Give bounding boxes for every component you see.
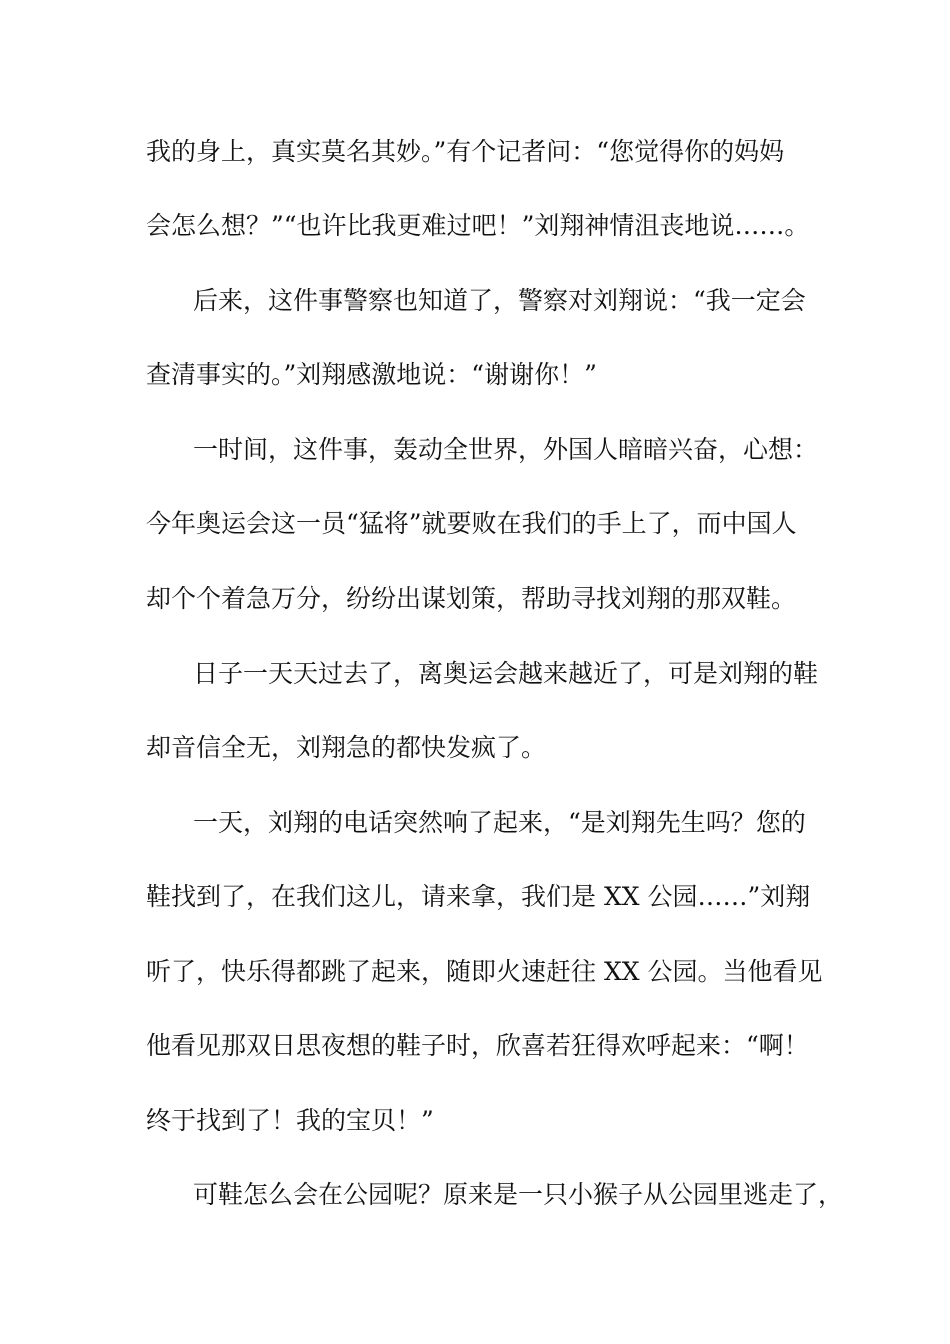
paragraph-first-line: 日子一天天过去了，离奥运会越来越近了，可是刘翔的鞋 [193,659,819,688]
text-line: 听了，快乐得都跳了起来，随即火速赶往 XX 公园。当他看见 [146,957,823,986]
text-line: 今年奥运会这一员“猛将”就要败在我们的手上了，而中国人 [146,509,797,538]
paragraph-first-line: 可鞋怎么会在公园呢？原来是一只小猴子从公园里逃走了， [193,1180,844,1209]
paragraph-first-line: 后来，这件事警察也知道了，警察对刘翔说：“我一定会 [193,286,806,315]
text-line: 终于找到了！我的宝贝！” [146,1106,434,1135]
text-line: 他看见那双日思夜想的鞋子时，欣喜若狂得欢呼起来：“啊！ [146,1031,809,1060]
text-line: 我的身上，真实莫名其妙。”有个记者问：“您觉得你的妈妈 [146,137,785,166]
text-line: 却音信全无，刘翔急的都快发疯了。 [146,733,547,762]
paragraph-first-line: 一天，刘翔的电话突然响了起来，“是刘翔先生吗？您的 [193,808,806,837]
text-line: 查清事实的。”刘翔感激地说：“谢谢你！” [146,360,597,389]
text-line: 却个个着急万分，纷纷出谋划策，帮助寻找刘翔的那双鞋。 [146,584,797,613]
text-line: 鞋找到了，在我们这儿，请来拿，我们是 XX 公园……”刘翔 [146,882,811,911]
paragraph-first-line: 一时间，这件事，轰动全世界，外国人暗暗兴奋，心想： [193,435,819,464]
text-line: 会怎么想？”“也许比我更难过吧！”刘翔神情沮丧地说……。 [146,211,810,240]
